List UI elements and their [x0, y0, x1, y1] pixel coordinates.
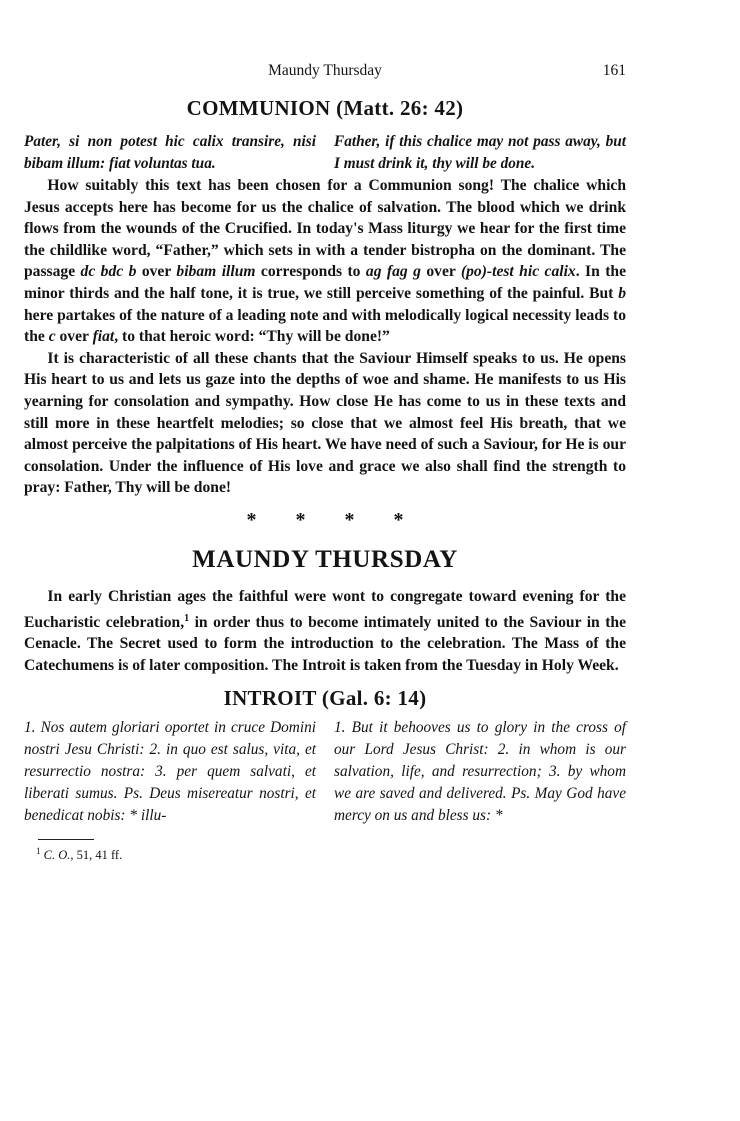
communion-english: Father, if this chalice may not pass away, but I must drink it, thy will be done. [334, 133, 626, 172]
maundy-thursday-heading: MAUNDY THURSDAY [192, 545, 458, 573]
running-title: Maundy Thursday [268, 62, 382, 79]
footnote-marker: 1 [184, 612, 190, 624]
book-page [24, 56, 626, 864]
introit-latin: 1. Nos autem gloriari oportet in cruce Domini nostri Jesu Christi: 2. in quo est salus, vita, et resurrectio nostra: 3. per quem salvati, et liberati sumus. Ps. Deus misereatur nostri, et benedicat nobis: * illu- [24, 719, 316, 825]
footnote: $^1$ C. O., 51, 41 ff. [36, 846, 123, 863]
introit-reference: (Gal. 6: 14) [321, 686, 427, 711]
section-separator: * * * * [246, 508, 404, 531]
communion-title: COMMUNION [186, 96, 331, 120]
introit-title: INTROIT [223, 686, 317, 711]
page-number: 161 [602, 62, 626, 79]
communion-latin: Pater, si non potest hic calix transire, nisi bibam illum: fiat voluntas tua. [24, 133, 316, 172]
commentary-paragraph-1: How suitably this text has been chosen for a Communion song! The chalice which Jesus accepts here has become for us the chalice of salvation. The blood which we drink flows from the wounds of the Crucified. In today's Mass liturgy we hear for the first time the childlike word, “Father,” which sets in with a tender bistropha on the dominant. The passage dc bdc b over bibam illum corresponds to ag fag g over (po)-test hic calix. In the minor thirds and the half tone, it is true, we still perceive something of the painful. But b here partakes of the nature of a leading note and with melodically logical necessity leads to the c over fiat, to that heroic word: “Thy will be done!” [24, 177, 626, 346]
footnote-rule [38, 839, 94, 840]
communion-chant-columns [24, 131, 626, 175]
introit-heading [24, 686, 626, 711]
communion-heading [24, 96, 626, 121]
communion-reference: (Matt. 26: 42) [336, 96, 464, 120]
introit-chant-columns [24, 717, 626, 827]
introit-english: 1. But it behooves us to glory in the cross of our Lord Jesus Christ: 2. in whom is our salvation, life, and resurrection; 3. by whom we are saved and delivered. Ps. May God have mercy on us and bless us: * [334, 719, 626, 825]
running-head [24, 56, 626, 82]
maundy-intro-paragraph: In early Christian ages the faithful were wont to congregate toward evening for the Eucharistic celebration,$^1$ in order thus to become intimately united to the Saviour in the Cenacle. The Secret used to form the introduction to the celebration. The Mass of the Catechumens is of later composition. The Introit is taken from the Tuesday in Holy Week. [24, 587, 627, 674]
commentary-paragraph-2: It is characteristic of all these chants that the Saviour Himself speaks to us. He opens His heart to us and lets us gaze into the depths of woe and shame. He manifests to us His yearning for consolation and sympathy. How close He has come to us in these texts and still more in these heartfelt melodies; so close that we almost feel His breath, that we almost perceive the palpitations of His heart. We have need of such a Saviour, for He is our consolation. Under the influence of His love and grace we also shall find the strength to pray: Father, Thy will be done! [24, 349, 626, 497]
